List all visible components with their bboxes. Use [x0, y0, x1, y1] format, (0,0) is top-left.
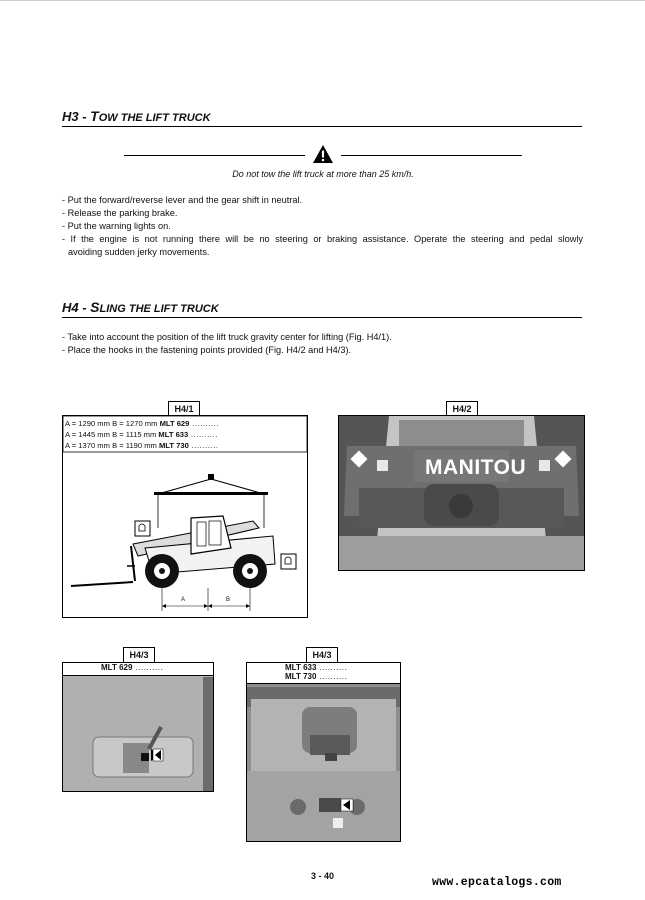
watermark-url[interactable]: www.epcatalogs.com: [432, 876, 562, 889]
brand-logo-text: MANITOU: [425, 456, 527, 479]
caption-leader: ..........: [316, 663, 348, 672]
h3-steps: [62, 194, 583, 259]
caption-row: [63, 663, 213, 672]
row-model: MLT 633: [158, 430, 189, 439]
step-item-continuation: avoiding sudden jerky movements.: [68, 247, 210, 257]
photo-h4-2: [338, 415, 585, 571]
row-leader: ..........: [188, 441, 219, 450]
step-item: - If the engine is not running there will be no steering or braking assistance. Operate the steering and pedal slowly: [62, 234, 583, 244]
step-item: - Take into account the position of the lift truck gravity center for lifting (Fig. H4/1).: [62, 332, 392, 342]
row-leader: ..........: [188, 430, 219, 439]
warning-triangle-icon: [312, 144, 334, 164]
caption-box: [62, 662, 214, 676]
photo-h4-3-b: [246, 662, 401, 842]
heading-prefix: H3 -: [62, 109, 91, 124]
figure-tag-h4-3-b: H4/3: [306, 647, 338, 663]
caption-leader: ..........: [316, 672, 348, 681]
dimension-row: [65, 418, 219, 429]
row-leader: ..........: [189, 419, 220, 428]
step-item: - Release the parking brake.: [62, 208, 178, 218]
warning-text: Do not tow the lift truck at more than 25 km/h.: [232, 169, 414, 179]
section-heading-h3: [62, 108, 582, 127]
heading-initial: S: [90, 299, 100, 315]
step-item: - Put the forward/reverse lever and the gear shift in neutral.: [62, 195, 303, 205]
step-item: - Put the warning lights on.: [62, 221, 171, 231]
caption-row: [247, 672, 400, 681]
warning-rule-left: [124, 155, 305, 156]
figure-tag-h4-1: H4/1: [168, 401, 200, 417]
page-top-rule: [0, 0, 645, 1]
model-dimension-table: [65, 418, 219, 451]
row-dims: A = 1445 mm B = 1115 mm: [65, 430, 159, 439]
row-dims: A = 1370 mm B = 1190 mm: [65, 441, 159, 450]
figure-tag-h4-3-a: H4/3: [123, 647, 155, 663]
dimension-label-a: A: [181, 597, 186, 603]
heading-prefix: H4 -: [62, 300, 91, 315]
heading-rest: OW THE LIFT TRUCK: [98, 112, 211, 124]
dimension-row: [65, 429, 219, 440]
step-item: - Place the hooks in the fastening points provided (Fig. H4/2 and H4/3).: [62, 345, 352, 355]
page-number: 3 - 40: [310, 871, 334, 881]
figure-tag-h4-2: H4/2: [446, 401, 478, 417]
warning-block: [124, 144, 522, 184]
photo-h4-3-a: [62, 662, 214, 792]
dimension-label-b: B: [226, 597, 231, 603]
row-model: MLT 730: [158, 441, 189, 450]
heading-initial: T: [90, 108, 99, 124]
row-model: MLT 629: [159, 419, 190, 428]
row-dims: A = 1290 mm B = 1270 mm: [65, 419, 160, 428]
caption-box: [246, 662, 401, 684]
heading-rest: LING THE LIFT TRUCK: [99, 303, 219, 315]
caption-model: MLT 730: [285, 672, 317, 681]
warning-rule-right: [341, 155, 522, 156]
section-heading-h4: [62, 299, 582, 318]
caption-row: [247, 663, 400, 672]
dimension-row: [65, 440, 219, 451]
figure-h4-1: [62, 415, 308, 618]
h4-steps: [62, 331, 583, 357]
caption-model: MLT 629: [101, 663, 133, 672]
caption-model: MLT 633: [285, 663, 317, 672]
caption-leader: ..........: [132, 663, 164, 672]
